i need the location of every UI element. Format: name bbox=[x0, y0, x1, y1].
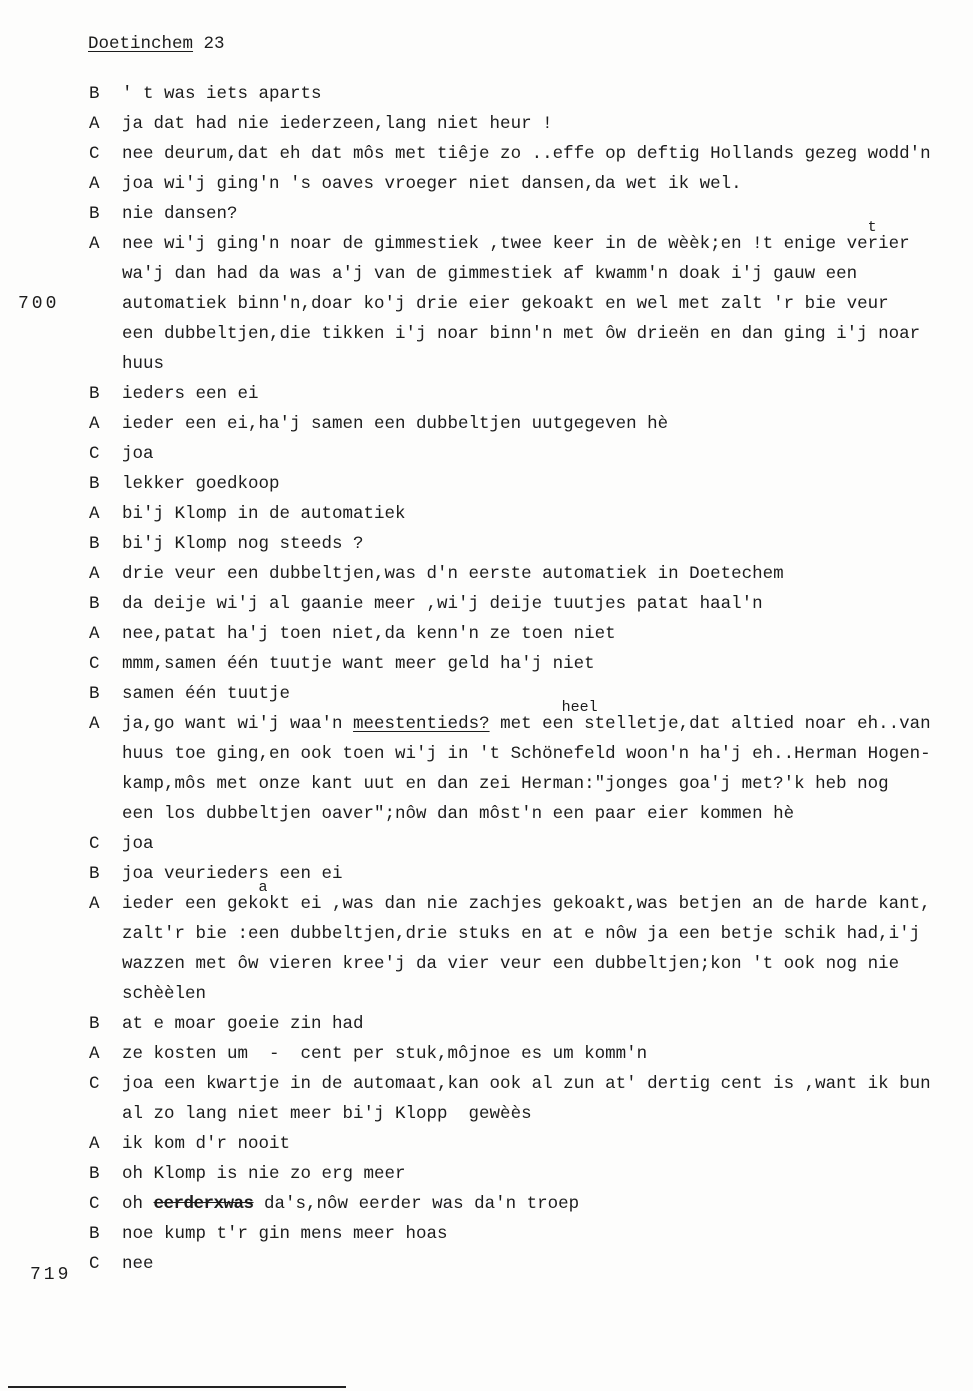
transcript-line bbox=[0, 409, 973, 439]
speaker-label: A bbox=[89, 504, 100, 524]
margin-line-number: 700 bbox=[18, 294, 60, 314]
speaker-label: C bbox=[89, 654, 100, 674]
text-segment bbox=[258, 879, 291, 914]
utterance-text: al zo lang niet meer bi'j Klopp gewèès bbox=[122, 1104, 532, 1124]
speaker-label: A bbox=[89, 234, 100, 254]
utterance-text: een dubbeltjen,die tikken i'j noar binn'n met ôw drieën en dan ging i'j noar bbox=[122, 324, 921, 344]
speaker-label: B bbox=[89, 594, 100, 614]
utterance-text bbox=[122, 879, 931, 919]
transcript-line bbox=[0, 859, 973, 889]
page-header-place: Doetinchem bbox=[88, 34, 194, 54]
utterance-text: samen één tuutje bbox=[122, 684, 291, 704]
utterance-text: ze kosten um - cent per stuk,môjnoe es um komm'n bbox=[122, 1044, 648, 1064]
segment-text: ieder een gek bbox=[122, 894, 259, 914]
text-segment bbox=[122, 234, 868, 254]
text-segment bbox=[353, 714, 490, 734]
speaker-label: A bbox=[89, 624, 100, 644]
handwritten-insertion: heel bbox=[561, 699, 598, 716]
speaker-label: A bbox=[89, 564, 100, 584]
text-segment bbox=[122, 894, 259, 914]
utterance-text: ieder een ei,ha'j samen een dubbeltjen uutgegeven hè bbox=[122, 414, 669, 434]
text-segment bbox=[867, 219, 910, 254]
speaker-label: B bbox=[89, 384, 100, 404]
speaker-label: B bbox=[89, 1014, 100, 1034]
segment-text: okt bbox=[258, 894, 291, 914]
segment-text: da's,nôw eerder was da'n troep bbox=[253, 1194, 580, 1214]
utterance-text: ieders een ei bbox=[122, 384, 259, 404]
speaker-label: B bbox=[89, 1164, 100, 1184]
text-segment bbox=[542, 699, 598, 734]
text-segment bbox=[490, 714, 543, 734]
speaker-label: A bbox=[89, 414, 100, 434]
transcript-line bbox=[0, 979, 973, 1009]
utterance-text: bi'j Klomp nog steeds ? bbox=[122, 534, 364, 554]
speaker-label: A bbox=[89, 1044, 100, 1064]
transcript-line bbox=[0, 349, 973, 379]
transcript-line bbox=[0, 219, 973, 259]
transcript-line bbox=[0, 529, 973, 559]
utterance-text: wa'j dan had da was a'j van de gimmestiek af kwamm'n doak i'j gauw een bbox=[122, 264, 858, 284]
transcript-line bbox=[0, 879, 973, 919]
transcript-line bbox=[0, 469, 973, 499]
utterance-text: wazzen met ôw vieren kree'j da vier veur een dubbeltjen;kon 't ook nog nie bbox=[122, 954, 900, 974]
transcript-line bbox=[0, 1159, 973, 1189]
text-segment bbox=[254, 1194, 580, 1214]
utterance-text: ik kom d'r nooit bbox=[122, 1134, 291, 1154]
utterance-text: joa wi'j ging'n 's oaves vroeger niet dansen,da wet ik wel. bbox=[122, 174, 742, 194]
utterance-text: nee,patat ha'j toen niet,da kenn'n ze toen niet bbox=[122, 624, 616, 644]
speaker-label: C bbox=[89, 1254, 100, 1274]
handwritten-insertion: a bbox=[258, 879, 268, 896]
utterance-text: huus toe ging,en ook toen wi'j in 't Schönefeld woon'n ha'j eh..Herman Hogen- bbox=[122, 744, 931, 764]
speaker-label: C bbox=[89, 834, 100, 854]
transcript-line bbox=[0, 1219, 973, 1249]
segment-text: ei ,was dan nie zachjes gekoakt,was betjen an de harde kant, bbox=[290, 894, 931, 914]
margin-line-number: 719 bbox=[30, 1265, 72, 1285]
transcript-line bbox=[0, 559, 973, 589]
segment-text: oh bbox=[122, 1194, 154, 1214]
utterance-text: at e moar goeie zin had bbox=[122, 1014, 364, 1034]
transcript-line bbox=[0, 439, 973, 469]
speaker-label: B bbox=[89, 84, 100, 104]
transcript-line bbox=[0, 699, 973, 739]
utterance-text: nie dansen? bbox=[122, 204, 238, 224]
utterance-text: da deije wi'j al gaanie meer ,wi'j deije tuutjes patat haal'n bbox=[122, 594, 763, 614]
transcript-line bbox=[0, 1249, 973, 1279]
speaker-label: B bbox=[89, 534, 100, 554]
utterance-text: schèèlen bbox=[122, 984, 207, 1004]
transcript-line bbox=[0, 589, 973, 619]
transcript-line bbox=[0, 1099, 973, 1129]
transcript-line bbox=[0, 199, 973, 229]
speaker-label: B bbox=[89, 204, 100, 224]
utterance-text: nee deurum,dat eh dat môs met tiêje zo ..effe op deftig Hollands gezeg wodd'n bbox=[122, 144, 931, 164]
utterance-text: joa bbox=[122, 444, 154, 464]
utterance-text: automatiek binn'n,doar ko'j drie eier gekoakt en wel met zalt 'r bie veur bbox=[122, 294, 889, 314]
transcript-line bbox=[0, 379, 973, 409]
speaker-label: C bbox=[89, 444, 100, 464]
utterance-text bbox=[122, 1189, 579, 1219]
utterance-text: een los dubbeltjen oaver";nôw dan môst'n een paar eier kommen hè bbox=[122, 804, 795, 824]
transcript-line bbox=[0, 1129, 973, 1159]
transcript-line bbox=[0, 1009, 973, 1039]
transcript-line bbox=[0, 919, 973, 949]
handwritten-insertion: t bbox=[867, 219, 877, 236]
utterance-text: joa bbox=[122, 834, 154, 854]
transcript-line bbox=[0, 499, 973, 529]
utterance-text bbox=[122, 219, 910, 259]
utterance-text: mmm,samen één tuutje want meer geld ha'j niet bbox=[122, 654, 595, 674]
utterance-text: drie veur een dubbeltjen,was d'n eerste automatiek in Doetechem bbox=[122, 564, 784, 584]
transcript-line bbox=[0, 79, 973, 109]
transcript-line bbox=[0, 769, 973, 799]
transcript-line bbox=[0, 109, 973, 139]
speaker-label: A bbox=[89, 174, 100, 194]
utterance-text: lekker goedkoop bbox=[122, 474, 280, 494]
transcript-line bbox=[0, 169, 973, 199]
utterance-text: joa een kwartje in de automaat,kan ook al zun at' dertig cent is ,want ik bun bbox=[122, 1074, 931, 1094]
utterance-text: oh Klomp is nie zo erg meer bbox=[122, 1164, 406, 1184]
segment-text: ja,go want wi'j waa'n bbox=[122, 714, 354, 734]
page-header bbox=[88, 29, 225, 59]
transcript-line bbox=[0, 319, 973, 349]
struck-out-word: eerderxwas bbox=[153, 1194, 254, 1214]
speaker-label: B bbox=[89, 864, 100, 884]
transcript-line bbox=[0, 799, 973, 829]
text-segment bbox=[290, 894, 931, 914]
transcript-line bbox=[0, 619, 973, 649]
transcript-line bbox=[0, 949, 973, 979]
utterance-text: bi'j Klomp in de automatiek bbox=[122, 504, 406, 524]
utterance-text: kamp,môs met onze kant uut en dan zei Herman:"jonges goa'j met?'k heb nog bbox=[122, 774, 889, 794]
transcript-line bbox=[0, 679, 973, 709]
speaker-label: C bbox=[89, 1074, 100, 1094]
speaker-label: B bbox=[89, 474, 100, 494]
text-segment bbox=[574, 714, 931, 734]
segment-text: een bbox=[542, 714, 574, 734]
speaker-label: C bbox=[89, 144, 100, 164]
utterance-text: joa veurieders een ei bbox=[122, 864, 343, 884]
utterance-text: huus bbox=[122, 354, 165, 374]
underlined-word: meestentieds? bbox=[353, 714, 490, 734]
text-segment bbox=[122, 1194, 154, 1214]
utterance-text: noe kump t'r gin mens meer hoas bbox=[122, 1224, 448, 1244]
transcript-line bbox=[0, 289, 973, 319]
text-segment bbox=[122, 714, 353, 734]
transcript-line bbox=[0, 649, 973, 679]
speaker-label: A bbox=[89, 714, 100, 734]
speaker-label: A bbox=[89, 894, 100, 914]
page-number: 23 bbox=[203, 34, 225, 54]
transcript bbox=[0, 79, 973, 1279]
segment-text: stelletje,dat altied noar eh..van bbox=[573, 714, 931, 734]
transcript-line bbox=[0, 829, 973, 859]
utterance-text: nee bbox=[122, 1254, 154, 1274]
utterance-text: zalt'r bie :een dubbeltjen,drie stuks en at e nôw ja een betje schik had,i'j bbox=[122, 924, 921, 944]
text-segment bbox=[154, 1194, 254, 1214]
transcript-line bbox=[0, 1039, 973, 1069]
transcript-line bbox=[0, 139, 973, 169]
speaker-label: C bbox=[89, 1194, 100, 1214]
transcript-line bbox=[0, 739, 973, 769]
speaker-label: A bbox=[89, 114, 100, 134]
segment-text: rier bbox=[867, 234, 910, 254]
transcript-line bbox=[0, 1069, 973, 1099]
segment-text: nee wi'j ging'n noar de gimmestiek ,twee keer in de wèèk;en !t enige ve bbox=[122, 234, 868, 254]
transcript-line bbox=[0, 259, 973, 289]
speaker-label: B bbox=[89, 1224, 100, 1244]
bottom-rule bbox=[8, 1386, 346, 1388]
speaker-label: B bbox=[89, 684, 100, 704]
utterance-text bbox=[122, 699, 931, 739]
speaker-label: A bbox=[89, 1134, 100, 1154]
utterance-text: ' t was iets aparts bbox=[122, 84, 322, 104]
transcript-line bbox=[0, 1189, 973, 1219]
utterance-text: ja dat had nie iederzeen,lang niet heur ! bbox=[122, 114, 553, 134]
segment-text: met bbox=[489, 714, 543, 734]
